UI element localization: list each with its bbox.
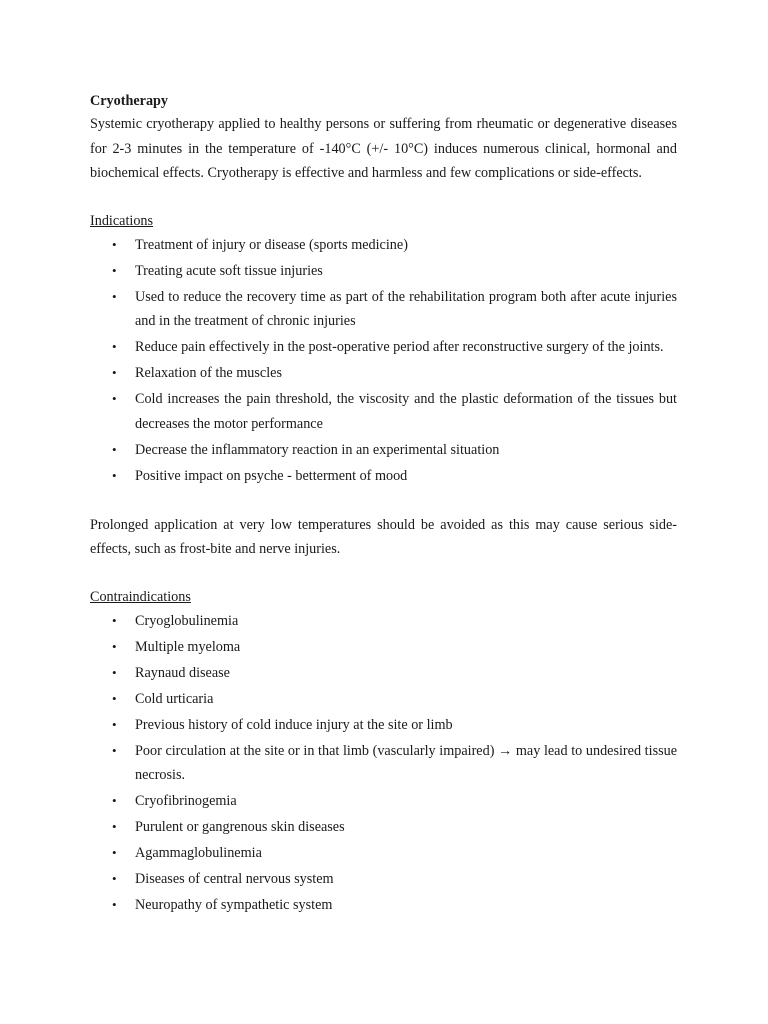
- list-item: • Poor circulation at the site or in that limb (vascularly impaired) → may lead to undesired tissue necrosis.: [90, 739, 677, 788]
- spacer: [90, 186, 677, 209]
- list-item: • Used to reduce the recovery time as part of the rehabilitation program both after acute injuries and in the treatment of chronic injuries: [90, 285, 677, 334]
- bullet-icon: •: [112, 742, 117, 758]
- list-item: • Reduce pain effectively in the post-operative period after reconstructive surgery of the joints.: [90, 335, 677, 360]
- indications-heading: Indications: [90, 212, 154, 229]
- contraindications-list: [90, 609, 677, 918]
- bullet-icon: •: [112, 716, 117, 732]
- list-item: • Previous history of cold induce injury at the site or limb: [90, 713, 677, 738]
- bullet-icon: •: [112, 236, 117, 252]
- bullet-icon: •: [112, 845, 117, 860]
- bullet-icon: •: [112, 612, 117, 628]
- indications-list: [90, 233, 677, 489]
- list-item: • Relaxation of the muscles: [90, 361, 677, 386]
- bullet-icon: •: [112, 365, 117, 380]
- bullet-icon: •: [112, 391, 117, 406]
- bullet-icon: •: [112, 819, 117, 834]
- list-item: • Diseases of central nervous system: [90, 867, 677, 892]
- bullet-icon: •: [112, 339, 117, 354]
- contraindications-heading: Contraindications: [90, 588, 191, 605]
- intro-paragraph: Systemic cryotherapy applied to healthy persons or suffering from rheumatic or degenerative diseases for 2-3 minutes in the temperature of -140°C (+/- 10°C) induces numerous clinical, hormonal and biochemical effects. Cryotherapy is effective and harmless and few complications or side-effects.: [90, 116, 677, 181]
- list-item: • Agammaglobulinemia: [90, 841, 677, 866]
- bullet-icon: •: [112, 441, 117, 457]
- list-item: • Cold increases the pain threshold, the viscosity and the plastic deformation of the tissues but decreases the motor performance: [90, 387, 677, 436]
- list-item: • Cold urticaria: [90, 687, 677, 712]
- list-item: • Purulent or gangrenous skin diseases: [90, 815, 677, 840]
- list-item: • Neuropathy of sympathetic system: [90, 893, 677, 918]
- bullet-icon: •: [112, 467, 117, 483]
- bullet-icon: •: [112, 288, 117, 304]
- bullet-icon: •: [112, 690, 117, 706]
- spacer: [90, 562, 677, 585]
- spacer: [90, 490, 677, 513]
- list-item: • Cryofibrinogemia: [90, 789, 677, 814]
- list-item: • Multiple myeloma: [90, 635, 677, 660]
- document-page: [90, 90, 677, 919]
- list-item: • Decrease the inflammatory reaction in an experimental situation: [90, 438, 677, 463]
- list-item: • Cryoglobulinemia: [90, 609, 677, 634]
- list-item: • Positive impact on psyche - betterment of mood: [90, 464, 677, 489]
- bullet-icon: •: [112, 871, 117, 886]
- document-title: Cryotherapy: [90, 93, 169, 109]
- bullet-icon: •: [112, 262, 117, 278]
- bullet-icon: •: [112, 664, 117, 680]
- bullet-icon: •: [112, 897, 117, 912]
- bullet-icon: •: [112, 638, 117, 654]
- list-item: • Raynaud disease: [90, 661, 677, 686]
- list-item: • Treating acute soft tissue injuries: [90, 259, 677, 284]
- warning-paragraph: Prolonged application at very low temperatures should be avoided as this may cause serious side-effects, such as frost-bite and nerve injuries.: [90, 516, 677, 557]
- list-item: • Treatment of injury or disease (sports medicine): [90, 233, 677, 258]
- bullet-icon: •: [112, 793, 117, 808]
